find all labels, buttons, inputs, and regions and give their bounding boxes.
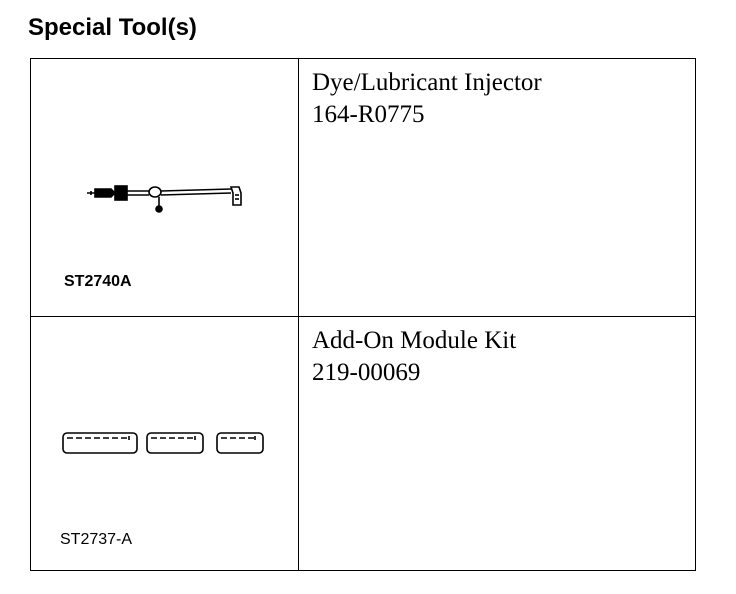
tool-number: 164-R0775 <box>312 101 425 128</box>
tool-number: 219-00069 <box>312 359 421 386</box>
tool-name: Add-On Module Kit <box>312 327 517 354</box>
tool-row <box>31 317 695 570</box>
tool-info-cell <box>299 317 695 570</box>
tool-image-cell <box>31 59 299 316</box>
module-kit-icon <box>31 427 299 467</box>
tool-info-cell <box>299 59 695 316</box>
tool-row <box>31 59 695 317</box>
special-tools-table <box>30 58 696 571</box>
page-title: Special Tool(s) <box>28 14 197 41</box>
tool-image-label: ST2737-A <box>60 531 133 548</box>
tool-image-cell <box>31 317 299 570</box>
tool-name: Dye/Lubricant Injector <box>312 69 542 96</box>
dye-injector-icon <box>31 169 299 229</box>
tool-image-label: ST2740A <box>64 273 132 290</box>
